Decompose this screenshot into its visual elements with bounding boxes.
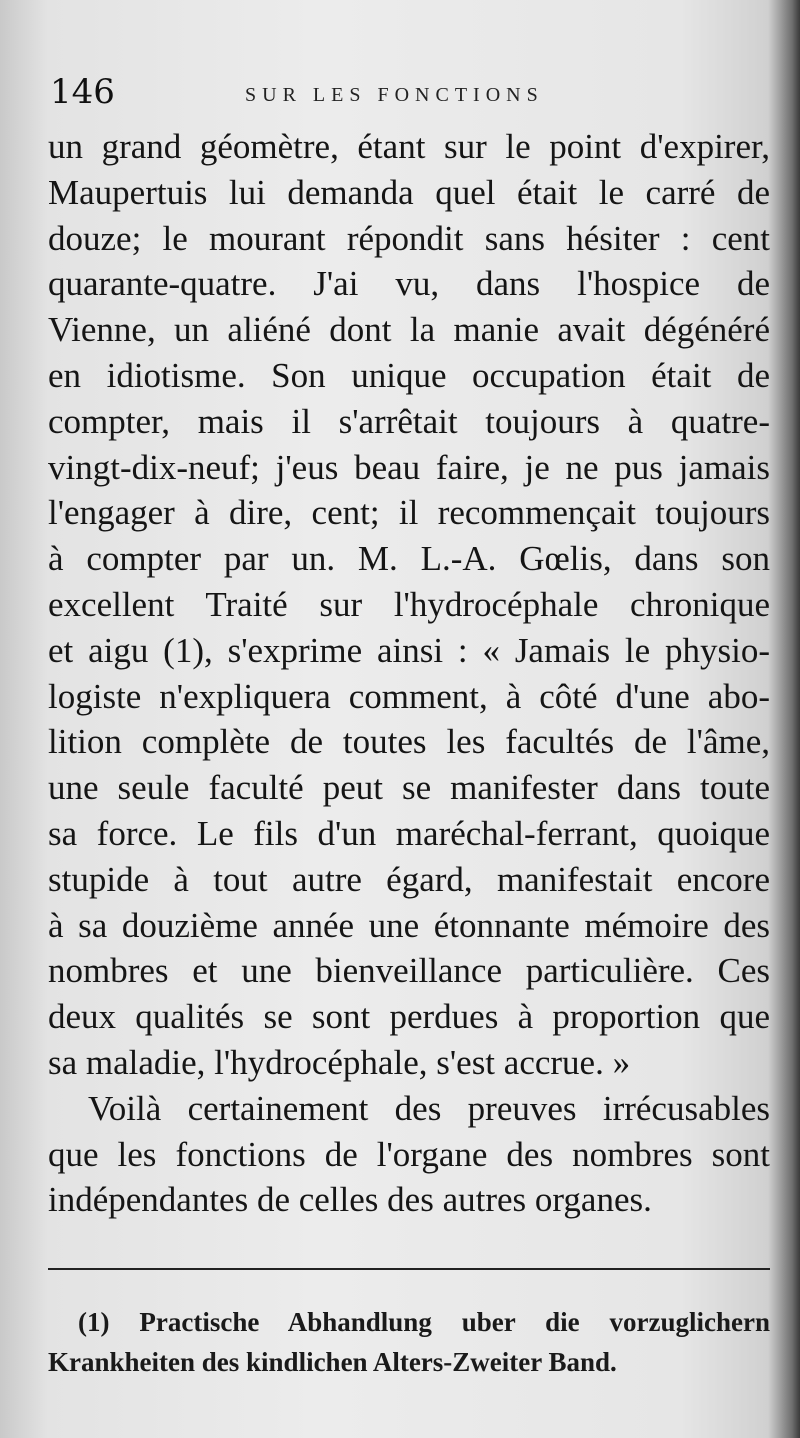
text-line: stupide à tout autre égard, manifestait encore (48, 859, 770, 899)
text-line: logiste n'expliquera comment, à côté d'une abo- (48, 676, 770, 716)
text-line: lition complète de toutes les facultés de l'âme, (48, 722, 770, 762)
running-head: SUR LES FONCTIONS (245, 84, 544, 106)
text-line: Maupertuis lui demanda quel était le carré de (48, 172, 770, 212)
text-line: vingt-dix-neuf; j'eus beau faire, je ne pus jamais (48, 447, 770, 487)
text-line: quarante-quatre. J'ai vu, dans l'hospice de (48, 264, 770, 304)
page-number: 146 (50, 72, 115, 112)
text-line: Voilà certainement des preuves irrécusables (88, 1088, 770, 1128)
text-line: une seule faculté peut se manifester dans toute (48, 768, 770, 808)
text-line: et aigu (1), s'exprime ainsi : « Jamais le physio- (48, 630, 770, 670)
footnote-rule (48, 1268, 770, 1270)
footnote-line: (1) Practische Abhandlung uber die vorzuglichern (78, 1307, 770, 1337)
text-line: sa maladie, l'hydrocéphale, s'est accrue. » (48, 1042, 631, 1082)
text-line: douze; le mourant répondit sans hésiter : cent (48, 218, 770, 258)
text-line: à compter par un. M. L.-A. Gœlis, dans son (48, 539, 770, 579)
text-line: nombres et une bienveillance particulière. Ces (48, 951, 770, 991)
text-line: Vienne, un aliéné dont la manie avait dégénéré (48, 310, 770, 350)
body-text (48, 124, 770, 1223)
text-line: en idiotisme. Son unique occupation était de (48, 355, 770, 395)
text-line: indépendantes de celles des autres organes. (48, 1180, 652, 1220)
text-line: compter, mais il s'arrêtait toujours à quatre- (48, 401, 770, 441)
text-line: à sa douzième année une étonnante mémoire des (48, 905, 770, 945)
text-line: sa force. Le fils d'un maréchal-ferrant, quoique (48, 813, 770, 853)
text-line: l'engager à dire, cent; il recommençait toujours (48, 493, 770, 533)
text-line: excellent Traité sur l'hydrocéphale chronique (48, 584, 770, 624)
page-header (50, 72, 770, 112)
footnote-line: Krankheiten des kindlichen Alters-Zweiter Band. (48, 1347, 617, 1377)
text-line: deux qualités se sont perdues à proportion que (48, 997, 770, 1037)
text-line: un grand géomètre, étant sur le point d'expirer, (48, 127, 770, 166)
footnote (48, 1302, 770, 1382)
text-line: que les fonctions de l'organe des nombres sont (48, 1134, 770, 1174)
